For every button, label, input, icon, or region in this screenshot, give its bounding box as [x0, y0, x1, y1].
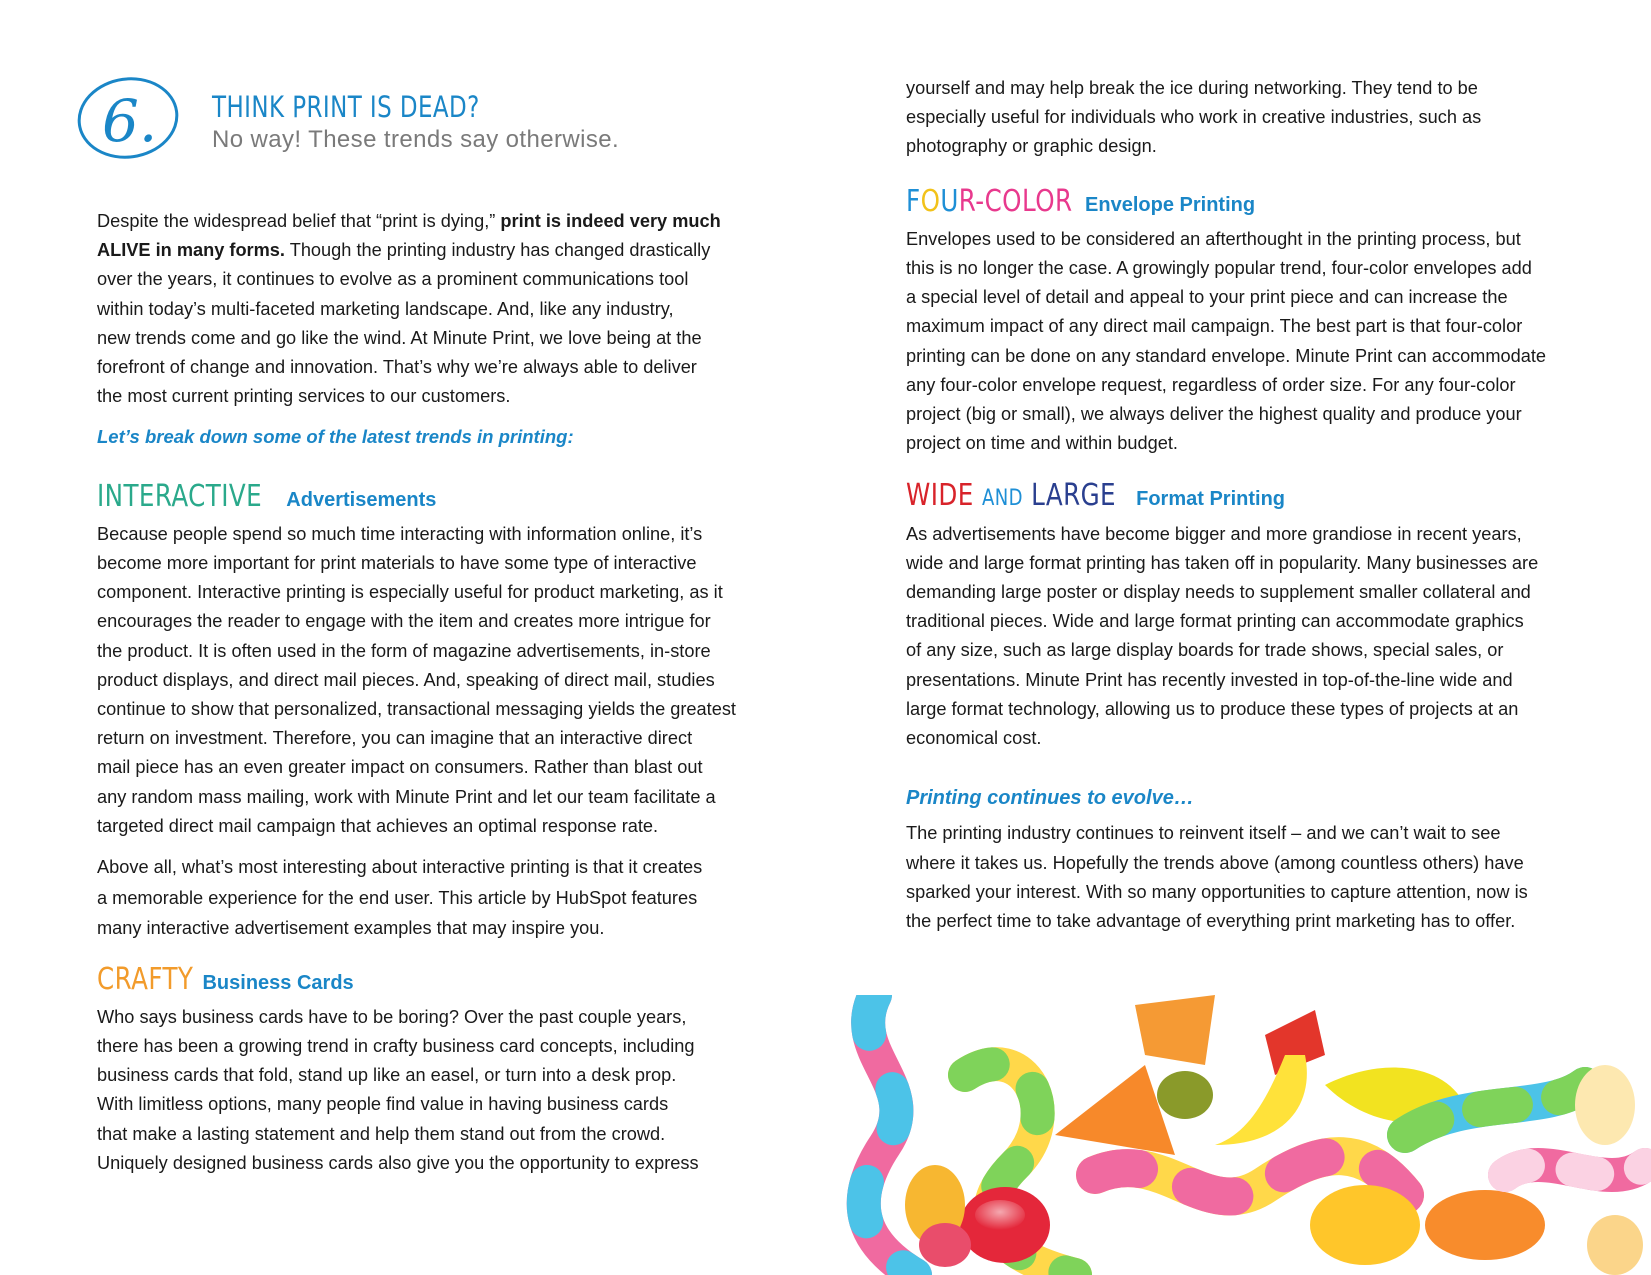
heading-word: INTERACTIVE: [97, 478, 263, 514]
wide-large-paragraph: [906, 520, 1596, 754]
text-line: a memorable experience for the end user. This article by HubSpot features: [97, 887, 698, 908]
text-line: any four-color envelope request, regardless of order size. For any four-color: [906, 374, 1516, 395]
text-line: Above all, what’s most interesting about interactive printing is that it creates: [97, 857, 703, 878]
heading-letter: O: [1035, 183, 1055, 219]
text-line: wide and large format printing has taken off in popularity. Many businesses are: [906, 552, 1539, 573]
intro-text: Though the printing industry has changed drastically: [284, 240, 711, 261]
text-line: Uniquely designed business cards also give you the opportunity to express: [97, 1152, 699, 1173]
text-line: targeted direct mail campaign that achieves an optimal response rate.: [97, 815, 659, 836]
interactive-paragraph-2: [97, 852, 769, 944]
heading-subtitle: Business Cards: [202, 971, 354, 994]
trends-lead-in: Let’s break down some of the latest trends in printing:: [97, 426, 574, 448]
text-line: there has been a growing trend in crafty business card concepts, including: [97, 1035, 695, 1056]
number-badge: [76, 75, 186, 161]
heading-letter: C: [984, 183, 1003, 219]
text-line: especially useful for individuals who work in creative industries, such as: [906, 107, 1482, 128]
text-line: traditional pieces. Wide and large format printing can accommodate graphics: [906, 611, 1524, 632]
heading-letter: O: [1002, 183, 1022, 219]
text-line: become more important for print materials to have some type of interactive: [97, 553, 697, 574]
text-line: the most current printing services to our customers.: [97, 386, 511, 407]
heading-letter: -: [975, 183, 985, 219]
text-line: the product. It is often used in the form of magazine advertisements, in-store: [97, 640, 711, 661]
heading-word: [906, 478, 1117, 514]
heading-subtitle: Envelope Printing: [1085, 193, 1256, 216]
right-column: [906, 74, 1596, 947]
intro-bold: ALIVE in many forms.: [97, 240, 285, 261]
text-line: of any size, such as large display boards for trade shows, special sales, or: [906, 640, 1504, 661]
text-line: As advertisements have become bigger and more grandiose in recent years,: [906, 523, 1522, 544]
text-line: business cards that fold, stand up like an easel, or turn into a desk prop.: [97, 1065, 677, 1086]
heading-subtitle: Format Printing: [1136, 488, 1285, 511]
gummy-candy-photo: [845, 995, 1651, 1275]
text-line: photography or graphic design.: [906, 136, 1157, 157]
text-line: yourself and may help break the ice during networking. They tend to be: [906, 78, 1478, 98]
text-line: large format technology, allowing us to produce these types of projects at an: [906, 698, 1519, 719]
text-line: With limitless options, many people find value in having business cards: [97, 1094, 669, 1115]
text-line: printing can be done on any standard envelope. Minute Print can accommodate: [906, 345, 1546, 366]
heading-word: CRAFTY: [97, 961, 194, 997]
text-line: maximum impact of any direct mail campaign. The best part is that four-color: [906, 316, 1523, 337]
text-line: many interactive advertisement examples that may inspire you.: [97, 918, 605, 939]
crafty-paragraph: [97, 1003, 769, 1178]
section-heading-wide-large: [906, 478, 1596, 514]
text-line: continue to show that personalized, transactional messaging yields the greatest: [97, 699, 736, 720]
heading-letter: U: [940, 183, 959, 219]
four-color-paragraph: [906, 225, 1596, 459]
text-line: The printing industry continues to reinvent itself – and we can’t wait to see: [906, 823, 1501, 844]
heading-letter: O: [920, 183, 941, 219]
heading-letter: F: [906, 183, 921, 219]
text-line: product displays, and direct mail pieces. And, speaking of direct mail, studies: [97, 669, 715, 690]
heading-word-wide: WIDE: [906, 478, 974, 514]
text-line: return on investment. Therefore, you can imagine that an interactive direct: [97, 728, 693, 749]
evolve-paragraph: [906, 819, 1596, 936]
crafty-paragraph-continued: [906, 74, 1596, 162]
heading-word-large: LARGE: [1031, 478, 1117, 514]
text-line: component. Interactive printing is especially useful for product marketing, as it: [97, 582, 723, 603]
text-line: forefront of change and innovation. That’s why we’re always able to deliver: [97, 357, 697, 378]
intro-text: Despite the widespread belief that “print is dying,”: [97, 211, 501, 231]
text-line: demanding large poster or display needs to supplement smaller collateral and: [906, 582, 1531, 603]
intro-bold: print is indeed very much: [500, 211, 721, 231]
text-line: presentations. Minute Print has recently invested in top-of-the-line wide and: [906, 669, 1513, 690]
page-subtitle: No way! These trends say otherwise.: [212, 126, 620, 153]
section-heading-interactive: [97, 478, 769, 515]
svg-text:6.: 6.: [102, 87, 158, 155]
text-line: encourages the reader to engage with the item and creates more intrigue for: [97, 611, 711, 632]
text-line: new trends come and go like the wind. At Minute Print, we love being at the: [97, 327, 702, 348]
left-column: [97, 207, 769, 1189]
text-line: project (big or small), we always deliver the highest quality and produce your: [906, 404, 1522, 425]
heading-letter: R: [958, 183, 976, 219]
text-line: a special level of detail and appeal to your print piece and can increase the: [906, 287, 1508, 308]
text-line: project on time and within budget.: [906, 433, 1178, 454]
heading-letter: R: [1054, 183, 1073, 219]
text-line: that make a lasting statement and help them stand out from the crowd.: [97, 1123, 666, 1144]
text-line: economical cost.: [906, 728, 1042, 749]
text-line: Who says business cards have to be boring? Over the past couple years,: [97, 1006, 687, 1027]
text-line: Envelopes used to be considered an afterthought in the printing process, but: [906, 228, 1521, 249]
text-line: sparked your interest. With so many opportunities to capture attention, now is: [906, 881, 1528, 902]
section-heading-crafty: [97, 961, 769, 998]
section-heading-four-color: [906, 183, 1596, 220]
interactive-paragraph-1: [97, 520, 769, 841]
heading-letter: L: [1021, 183, 1036, 219]
text-line: any random mass mailing, work with Minute Print and let our team facilitate a: [97, 786, 716, 807]
text-line: over the years, it continues to evolve as a prominent communications tool: [97, 269, 689, 290]
text-line: where it takes us. Hopefully the trends above (among countless others) have: [906, 852, 1524, 873]
title-block: [212, 90, 619, 154]
heading-word: [906, 183, 1073, 219]
heading-word-and: AND: [981, 486, 1023, 512]
text-line: this is no longer the case. A growingly popular trend, four-color envelopes add: [906, 258, 1532, 279]
text-line: Because people spend so much time interacting with information online, it’s: [97, 523, 703, 544]
heading-subtitle: Advertisements: [286, 488, 437, 511]
text-line: mail piece has an even greater impact on consumers. Rather than blast out: [97, 757, 703, 778]
intro-paragraph: [97, 207, 769, 411]
evolve-heading: Printing continues to evolve…: [906, 787, 1194, 810]
text-line: within today’s multi-faceted marketing landscape. And, like any industry,: [97, 298, 674, 319]
text-line: the perfect time to take advantage of everything print marketing has to offer.: [906, 911, 1516, 932]
page-title: THINK PRINT IS DEAD?: [212, 90, 480, 124]
